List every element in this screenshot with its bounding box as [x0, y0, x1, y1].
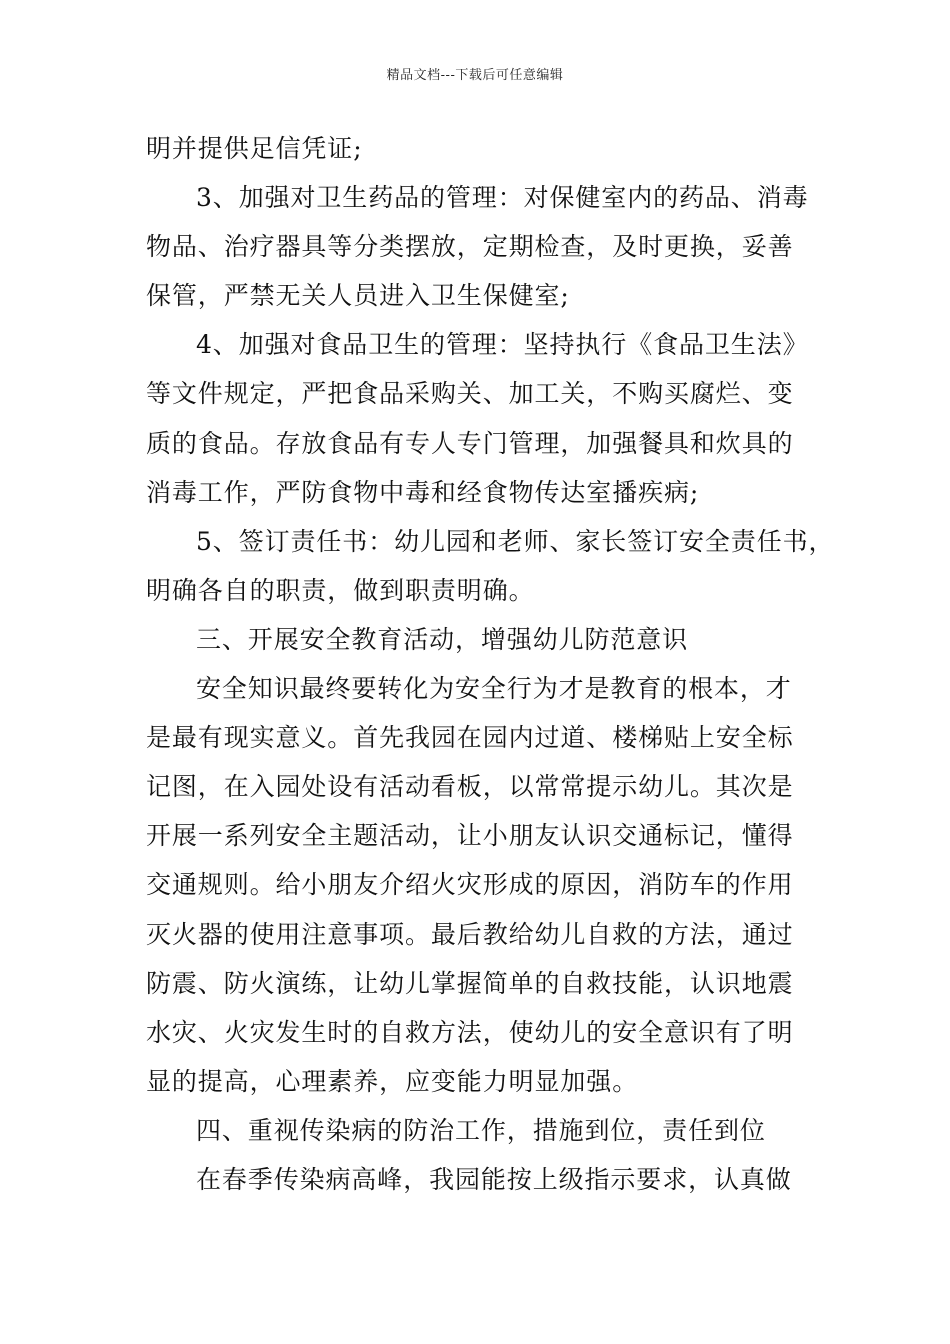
text-line: 明并提供足信凭证; — [146, 134, 363, 163]
text-line: 灭火器的使用注意事项。最后教给幼儿自救的方法，通过 — [146, 919, 794, 949]
text-line: 在春季传染病高峰，我园能按上级指示要求，认真做 — [196, 1164, 792, 1194]
text-line: 5、签订责任书：幼儿园和老师、家长签订安全责任书， — [196, 526, 835, 556]
page-header: 精品文档---下载后可任意编辑 — [386, 68, 564, 83]
text-line: 显的提高，心理素养，应变能力明显加强。 — [146, 1066, 639, 1096]
text-line: 水灾、火灾发生时的自救方法，使幼儿的安全意识有了明 — [146, 1017, 794, 1047]
text-line: 4、加强对食品卫生的管理：坚持执行《食品卫生法》 — [196, 330, 809, 360]
text-line: 消毒工作，严防食物中毒和经食物传达室播疾病; — [146, 477, 700, 507]
text-line: 记图，在入园处设有活动看板，以常常提示幼儿。其次是 — [146, 772, 794, 802]
text-line: 明确各自的职责，做到职责明确。 — [146, 575, 535, 605]
text-line: 物品、治疗器具等分类摆放，定期检查，及时更换，妥善 — [146, 232, 794, 262]
document-body — [146, 127, 835, 1207]
text-line: 3、加强对卫生药品的管理：对保健室内的药品、消毒 — [196, 183, 809, 213]
text-line: 安全知识最终要转化为安全行为才是教育的根本，才 — [196, 674, 792, 704]
text-line: 开展一系列安全主题活动，让小朋友认识交通标记，懂得 — [146, 821, 794, 851]
text-line: 等文件规定，严把食品采购关、加工关，不购买腐烂、变 — [146, 379, 794, 409]
text-line: 是最有现实意义。首先我园在园内过道、楼梯贴上安全标 — [146, 723, 794, 753]
text-line: 四、重视传染病的防治工作，措施到位，责任到位 — [196, 1115, 766, 1145]
text-line: 交通规则。给小朋友介绍火灾形成的原因，消防车的作用 — [146, 870, 794, 900]
text-line: 防震、防火演练，让幼儿掌握简单的自救技能，认识地震 — [146, 968, 794, 998]
text-line: 质的食品。存放食品有专人专门管理，加强餐具和炊具的 — [146, 428, 794, 458]
text-line: 保管，严禁无关人员进入卫生保健室; — [146, 281, 570, 311]
text-line: 三、开展安全教育活动，增强幼儿防范意识 — [196, 624, 689, 654]
